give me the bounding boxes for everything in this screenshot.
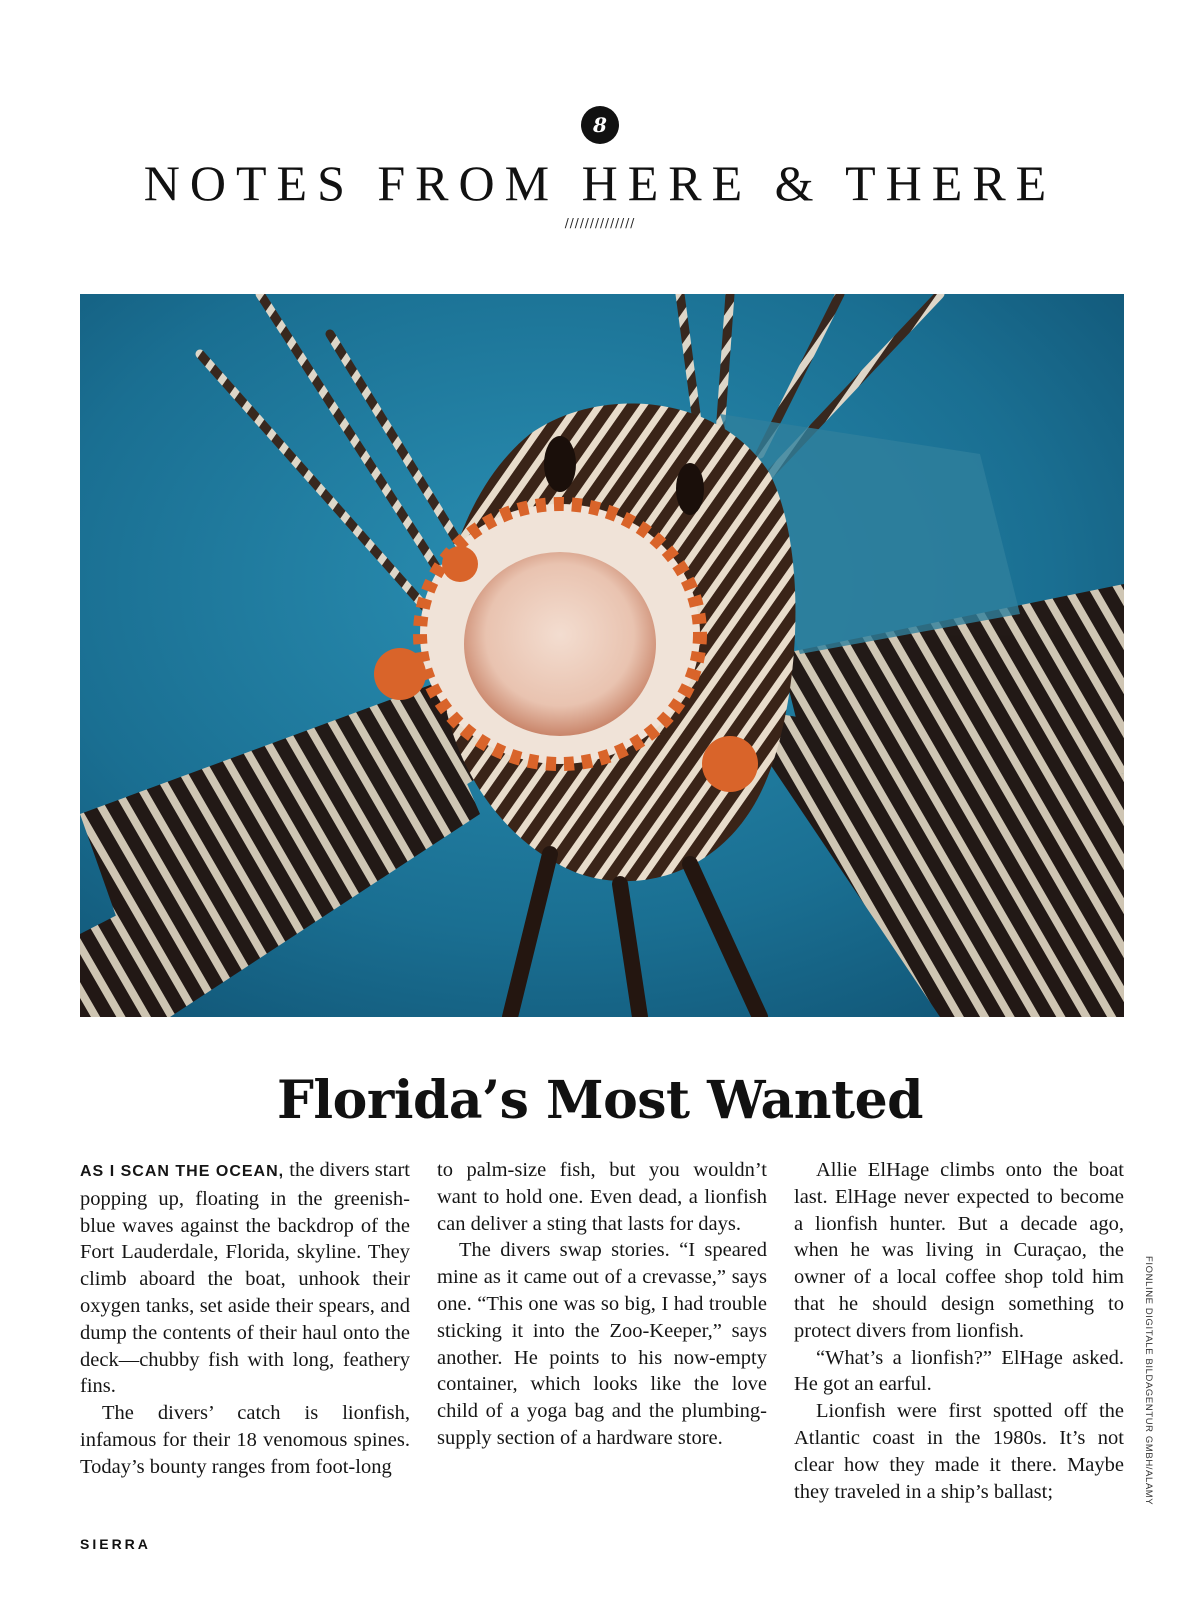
article-column-2 [437, 1157, 767, 1452]
paragraph: to palm-size fish, but you wouldn’t want to hold one. Even dead, a lionfish can deliver a sting that lasts for days. [437, 1159, 767, 1235]
paragraph: Lionfish were first spotted off the Atlantic coast in the 1980s. It’s not clear how they made it there. Maybe they traveled in a ship’s ballast; [794, 1400, 1124, 1503]
paragraph: The divers swap stories. “I speared mine as it came out of a crevasse,” says one. “This one was so big, I had trouble sticking it into the Zoo-Keeper,” says another. He points to his now-empty container, which looks like the love child of a yoga bag and the plumbing-supply section of a hardware store. [437, 1239, 767, 1449]
section-title: NOTES FROM HERE & THERE [143, 155, 1057, 211]
section-divider: ////////////// [564, 216, 636, 230]
paragraph: The divers’ catch is lionfish, infamous for their 18 venomous spines. Today’s bounty ranges from foot-long [80, 1402, 410, 1478]
lead-in: AS I SCAN THE OCEAN, [80, 1163, 285, 1180]
magazine-name: SIERRA [80, 1536, 151, 1552]
article-headline: Florida’s Most Wanted [276, 1070, 924, 1131]
paragraph: “What’s a lionfish?” ElHage asked. He got an earful. [794, 1346, 1124, 1396]
paragraph-text: the divers start popping up, floating in the greenish-blue waves against the backdrop of the Fort Lauderdale, Florida, skyline. They climb aboard the boat, unhook their oxygen tanks, set aside their spears, and dump the contents of their haul onto the deck—chubby fish with long, feathery fins. [80, 1159, 410, 1398]
article-column-3 [794, 1157, 1124, 1505]
lionfish-photo [80, 294, 1124, 1017]
photo-credit-text: FIONLINE DIGITALE BILDAGENTUR GMBH/ALAMY [1143, 1256, 1154, 1506]
section-number-badge: 8 [581, 106, 619, 144]
paragraph: Allie ElHage climbs onto the boat last. ElHage never expected to become a lionfish hunter. But a decade ago, when he was living in Curaçao, the owner of a local coffee shop told him that he should design something to protect divers from lionfish. [794, 1159, 1124, 1342]
article-column-1 [80, 1157, 410, 1481]
paragraph [80, 1157, 410, 1400]
